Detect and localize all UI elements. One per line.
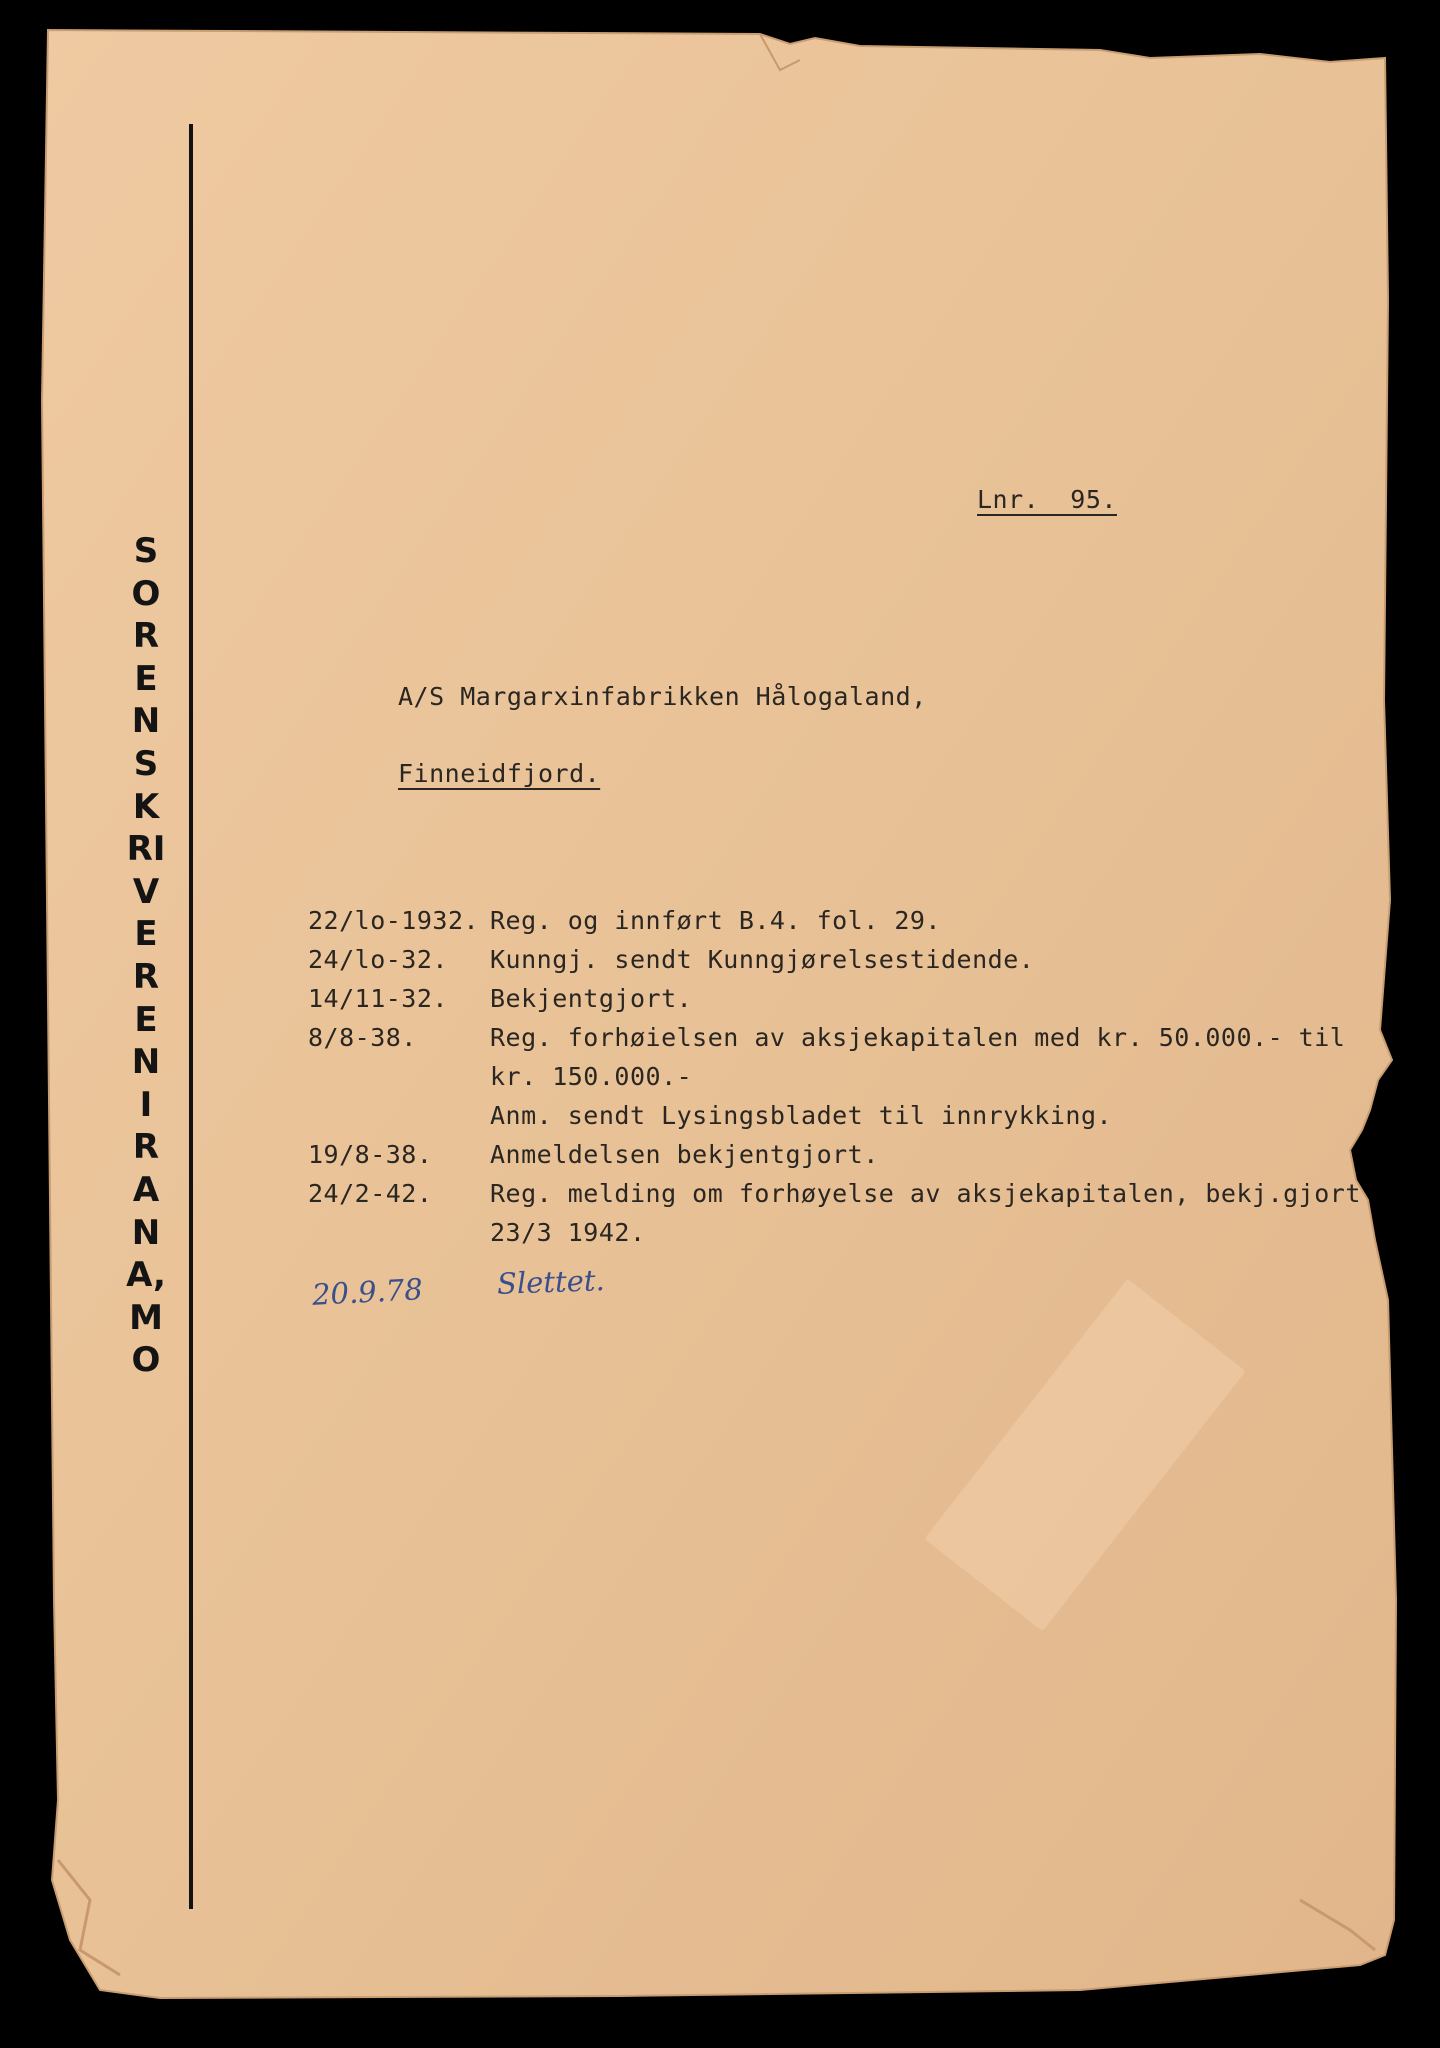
entry-text: Kunngj. sendt Kunngjørelsestidende.: [490, 945, 1035, 974]
entry-text: 23/3 1942.: [490, 1218, 646, 1247]
entry-text: Reg. og innført B.4. fol. 29.: [490, 906, 941, 935]
side-stamp-text: SORENSKRIVEREN I RANA, MO: [126, 531, 166, 1381]
entry-text: Anm. sendt Lysingsbladet til innrykking.: [490, 1101, 1113, 1130]
entry-text: kr. 150.000.-: [490, 1062, 693, 1091]
entry-date: 24/lo-32.: [308, 945, 448, 974]
entry-text: Reg. melding om forhøyelse av aksjekapitalen, bekj.gjort: [490, 1179, 1361, 1208]
entry-date: 8/8-38.: [308, 1023, 417, 1052]
handwritten-note: Slettet.: [496, 1263, 606, 1301]
handwritten-date: 20.9.78: [311, 1272, 424, 1312]
entry-text: Anmeldelsen bekjentgjort.: [490, 1140, 879, 1169]
company-name: A/S Margarxinfabrikken Hålogaland,: [398, 682, 927, 711]
entry-date: 24/2-42.: [308, 1179, 433, 1208]
entry-date: 14/11-32.: [308, 984, 448, 1013]
entry-date: 19/8-38.: [308, 1140, 433, 1169]
side-rule-line: [189, 124, 193, 1909]
entry-text: Reg. forhøielsen av aksjekapitalen med kr. 50.000.- til: [490, 1023, 1346, 1052]
entry-date: 22/lo-1932.: [308, 906, 480, 935]
company-place: Finneidfjord.: [398, 759, 601, 788]
entry-text: Bekjentgjort.: [490, 984, 693, 1013]
lnr-number: Lnr. 95.: [977, 485, 1117, 514]
